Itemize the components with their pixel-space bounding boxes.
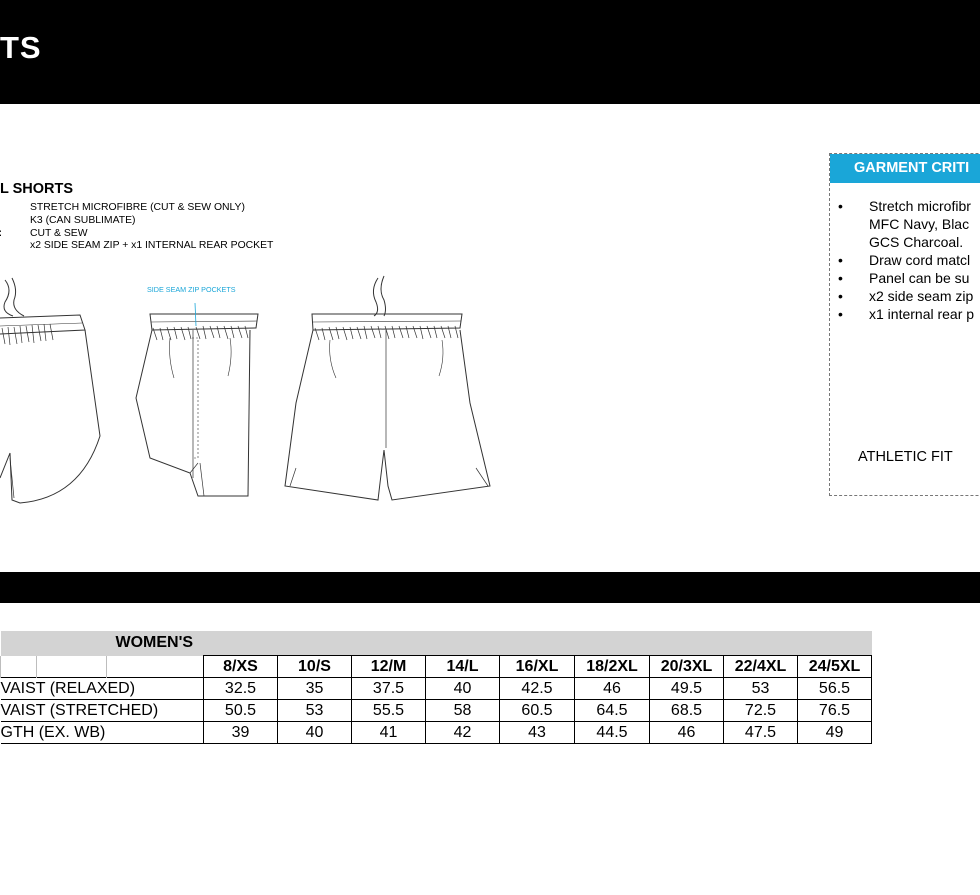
garment-criteria-title: GARMENT CRITI: [854, 160, 970, 176]
table-cell: 46: [575, 678, 650, 700]
spec-value: STRETCH MICROFIBRE (CUT & SEW ONLY): [30, 202, 245, 213]
table-cell: 40: [278, 722, 352, 744]
size-chart: [0, 631, 872, 744]
shorts-front-view: [0, 278, 100, 503]
criteria-item: [838, 269, 974, 287]
criteria-item: [838, 287, 974, 305]
table-cell: 49.5: [650, 678, 724, 700]
table-cell: 50.5: [204, 700, 278, 722]
shorts-side-view: [136, 303, 258, 496]
size-header: 18/2XL: [575, 656, 650, 678]
row-label: VAIST (STRETCHED): [1, 700, 204, 722]
spec-label: [0, 228, 2, 241]
spec-value: x2 SIDE SEAM ZIP + x1 INTERNAL REAR POCKET: [30, 240, 274, 252]
table-cell: 47.5: [724, 722, 798, 744]
zip-pocket-annotation: SIDE SEAM ZIP POCKETS: [147, 285, 236, 294]
header-bar: [0, 0, 980, 104]
table-cell: 49: [798, 722, 872, 744]
table-header-row: [1, 656, 872, 678]
table-cell: 46: [650, 722, 724, 744]
size-header: 22/4XL: [724, 656, 798, 678]
table-cell: 39: [204, 722, 278, 744]
criteria-item: [838, 197, 974, 251]
garment-criteria-list: [838, 197, 974, 323]
criteria-line: GCS Charcoal.: [869, 234, 964, 250]
table-row: [1, 700, 872, 722]
table-cell: 41: [352, 722, 426, 744]
shorts-back-view: [285, 276, 490, 500]
size-header: 16/XL: [500, 656, 575, 678]
spec-value: K3 (CAN SUBLIMATE): [30, 214, 136, 226]
size-header: 20/3XL: [650, 656, 724, 678]
fit-label: ATHLETIC FIT: [858, 449, 953, 465]
group-label-text: WOMEN'S: [115, 634, 194, 651]
criteria-line: x1 internal rear p: [869, 306, 975, 322]
table-cell: 40: [426, 678, 500, 700]
table-cell: 53: [724, 678, 798, 700]
section-bar: [0, 572, 980, 603]
table-cell: 68.5: [650, 700, 724, 722]
table-group-row: [1, 631, 872, 656]
table-cell: 35: [278, 678, 352, 700]
criteria-line: MFC Navy, Blac: [869, 216, 970, 232]
table-cell: 53: [278, 700, 352, 722]
table-row: [1, 722, 872, 744]
table-cell: 32.5: [204, 678, 278, 700]
bullet-icon: •: [838, 306, 843, 322]
bullet-icon: •: [838, 270, 843, 286]
criteria-line: x2 side seam zip: [869, 288, 974, 304]
group-label: [107, 631, 872, 656]
bullet-icon: •: [838, 288, 843, 304]
table-cell: 42: [426, 722, 500, 744]
size-header: 8/XS: [204, 656, 278, 678]
criteria-line: Stretch microfibr: [869, 198, 971, 214]
table-row: [1, 678, 872, 700]
table-cell: 43: [500, 722, 575, 744]
table-cell: 56.5: [798, 678, 872, 700]
bullet-icon: •: [838, 252, 843, 268]
table-cell: 60.5: [500, 700, 575, 722]
row-label: VAIST (RELAXED): [1, 678, 204, 700]
table-cell: 72.5: [724, 700, 798, 722]
table-cell: 76.5: [798, 700, 872, 722]
size-table: [0, 631, 872, 744]
spec-value: CUT & SEW: [30, 227, 88, 239]
table-cell: 42.5: [500, 678, 575, 700]
row-label: GTH (EX. WB): [1, 722, 204, 744]
size-header: 24/5XL: [798, 656, 872, 678]
criteria-line: Panel can be su: [869, 270, 970, 286]
size-header: 14/L: [426, 656, 500, 678]
criteria-line: Draw cord matcl: [869, 252, 971, 268]
size-header: 12/M: [352, 656, 426, 678]
criteria-item: [838, 305, 974, 323]
bullet-icon: •: [838, 198, 843, 214]
table-cell: 64.5: [575, 700, 650, 722]
shorts-technical-drawing: [0, 268, 510, 513]
criteria-item: [838, 251, 974, 269]
size-header: 10/S: [278, 656, 352, 678]
page-title: TS: [0, 30, 42, 65]
table-cell: 44.5: [575, 722, 650, 744]
product-name: L SHORTS: [0, 181, 74, 197]
table-cell: 55.5: [352, 700, 426, 722]
table-cell: 58: [426, 700, 500, 722]
table-cell: 37.5: [352, 678, 426, 700]
